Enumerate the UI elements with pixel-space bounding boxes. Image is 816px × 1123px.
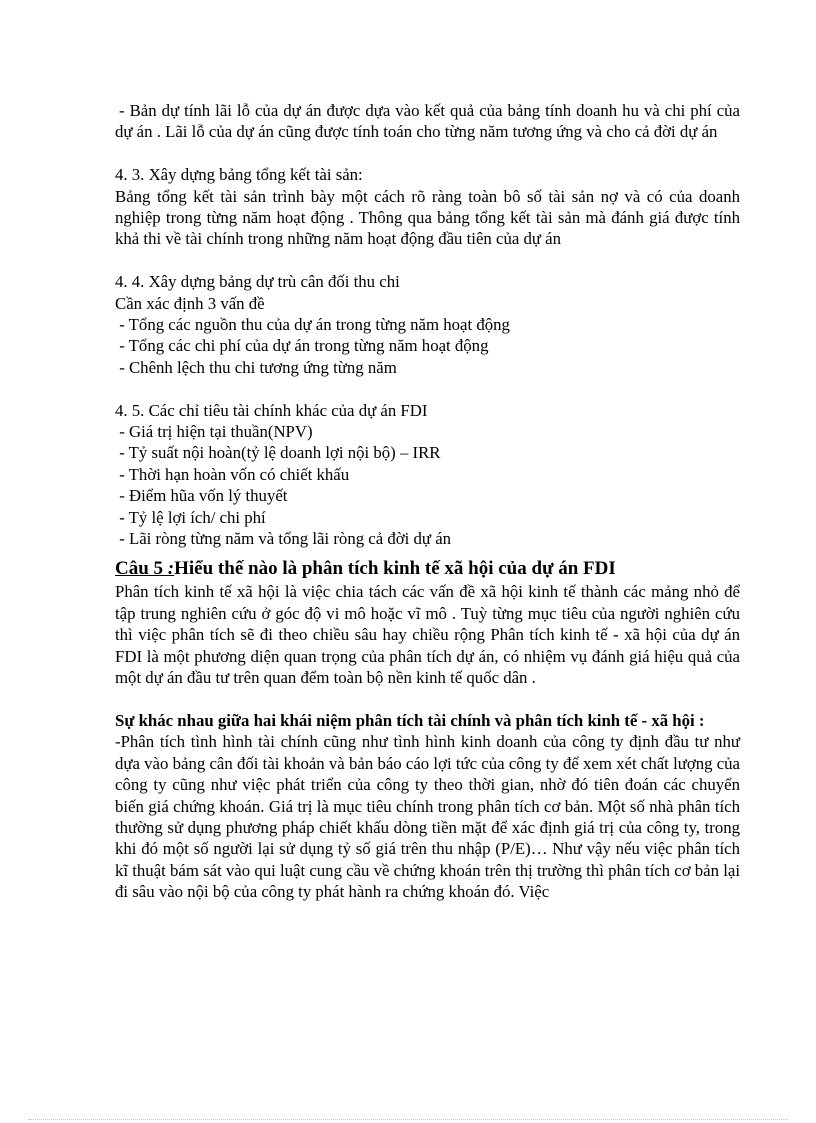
document-body: [115, 100, 740, 903]
list-item: - Tỷ lệ lợi ích/ chi phí: [115, 507, 266, 527]
section-4-4-intro: Cần xác định 3 vấn đề: [115, 293, 265, 313]
list-item: - Tổng các nguồn thu của dự án trong từng năm hoạt động: [115, 315, 510, 335]
list-item: - Lãi ròng từng năm và tổng lãi ròng cả đời dự án: [115, 529, 452, 549]
list-item: - Chênh lệch thu chi tương ứng từng năm: [115, 357, 397, 377]
question-5-label: Câu 5: [115, 558, 164, 580]
question-5-text: Hiểu thế nào là phân tích kinh tế xã hội của dự án FDI: [174, 558, 616, 580]
section-4-3-heading: 4. 3. Xây dựng bảng tổng kết tài sản:: [115, 165, 363, 185]
spacer: [115, 378, 740, 399]
question-5-paragraph: Phân tích kinh tế xã hội là việc chia tách các vấn đề xã hội kinh tế thành các mảng nhỏ để tập trung nghiên cứu ở góc độ vi mô hoặc vĩ mô . Tuỳ từng mục tiêu của người nghiên cứu thì việc phân tích sẽ đi theo chiều sâu hay chiều rộng Phân tích kinh tế - xã hội của dự án FDI là một phương diện quan trọng của phân tích dự án, có nhiệm vụ đánh giá hiệu quả của một dự án đầu tư trên quan đểm toàn bộ nền kinh tế quốc dân .: [115, 582, 740, 688]
list-item: - Tỷ suất nội hoàn(tỷ lệ doanh lợi nội bộ) – IRR: [115, 443, 441, 463]
list-item: - Thời hạn hoàn vốn có chiết khấu: [115, 464, 350, 484]
difference-paragraph: -Phân tích tình hình tài chính cũng như tình hình kinh doanh của công ty định đầu tư như dựa vào bảng cân đối tài khoản và bản báo cáo lợi tức của công ty để xem xét chất lượng của công ty cũng như việc phát triển của công ty theo thời gian, nhờ đó tiên đoán các chuyển biến giá chứng khoán. Giá trị là mục tiêu chính trong phân tích cơ bản. Một số nhà phân tích thường sử dụng phương pháp chiết khấu dòng tiền mặt để xác định giá trị của công ty, trong khi đó một số người lại sử dụng tỷ số giá trên thu nhập (P/E)… Như vậy nếu việc phân tích kĩ thuật bám sát vào qui luật cung cầu về chứng khoán trên thị trường thì phân tích cơ bản lại đi sâu vào nội bộ của công ty phát hành ra chứng khoán đó. Việc: [115, 732, 740, 902]
question-5-title: [115, 557, 740, 581]
section-4-2-paragraph: - Bản dự tính lãi lỗ của dự án được dựa vào kết quả của bảng tính doanh hu và chi phí của dự án . Lãi lỗ của dự án cũng được tính toán cho từng năm tương ứng và cho cả đời dự án: [115, 101, 740, 142]
spacer: [115, 250, 740, 271]
difference-heading: Sự khác nhau giữa hai khái niệm phân tích tài chính và phân tích kinh tế - xã hội :: [115, 710, 705, 730]
spacer: [115, 689, 740, 710]
list-item: - Giá trị hiện tại thuần(NPV): [115, 422, 313, 442]
section-4-5-heading: 4. 5. Các chỉ tiêu tài chính khác của dự án FDI: [115, 400, 428, 420]
section-4-3-paragraph: Bảng tổng kết tài sản trình bày một cách rõ ràng toàn bô số tài sản nợ và có của doanh nghiệp trong từng năm hoạt động . Thông qua bảng tổng kết tài sản mà đánh giá được tính khả thi về tài chính trong những năm hoạt động đầu tiên của dự án: [115, 186, 740, 249]
page-edge-divider: [28, 1119, 788, 1120]
list-item: - Tổng các chi phí của dự án trong từng năm hoạt động: [115, 336, 489, 356]
spacer: [115, 143, 740, 164]
question-5-colon: :: [163, 558, 175, 580]
section-4-4-heading: 4. 4. Xây dựng bảng dự trù cân đối thu chi: [115, 272, 400, 292]
list-item: - Điểm hũa vốn lý thuyết: [115, 486, 288, 506]
